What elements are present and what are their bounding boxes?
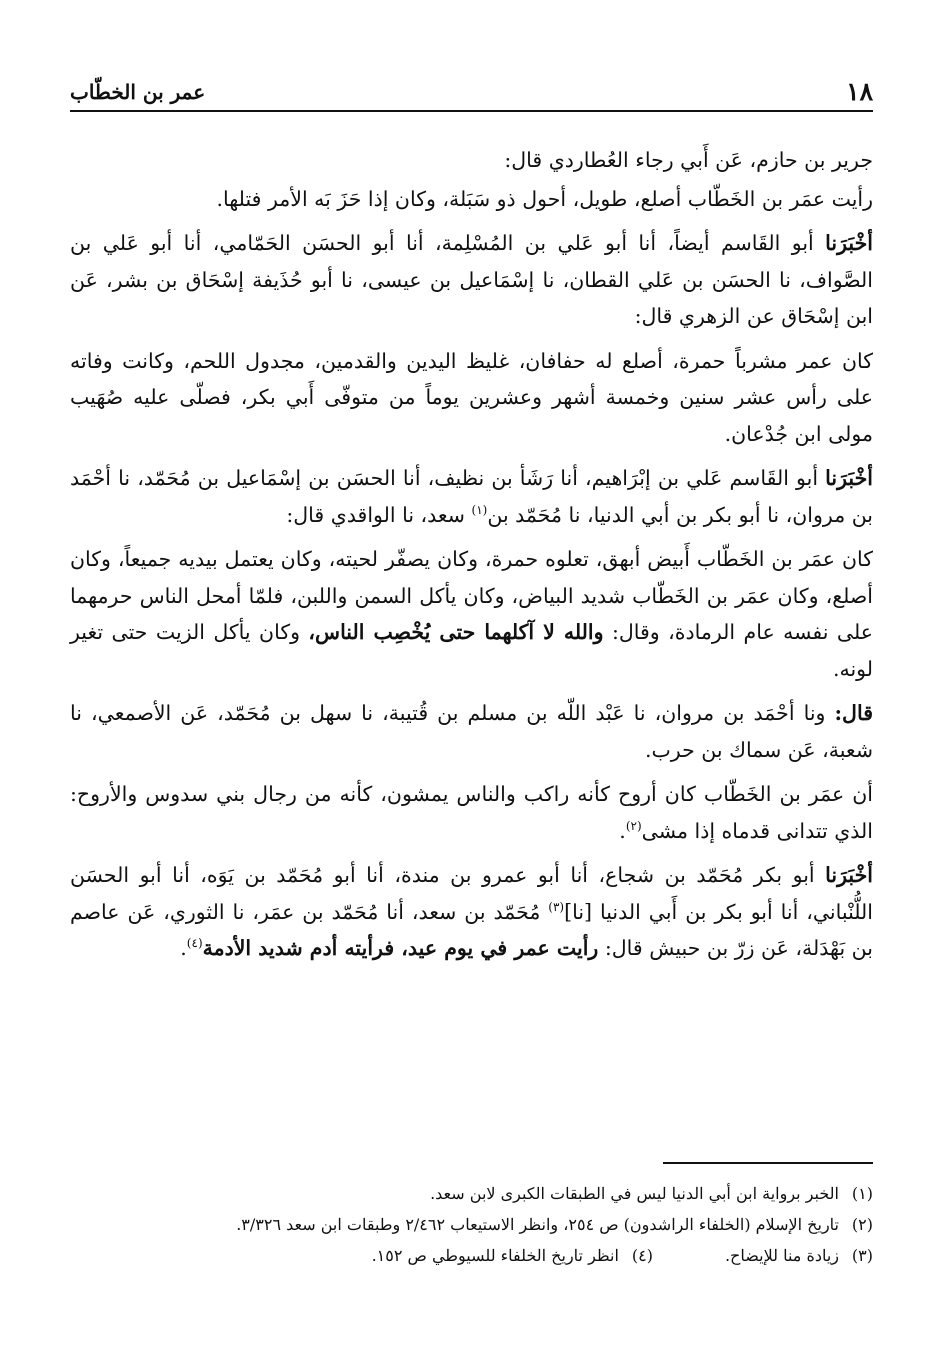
paragraph-6 <box>70 695 873 768</box>
footnote-ref-2[interactable]: (٢) <box>625 818 642 833</box>
isnad-lead: أخْبَرَنا <box>825 863 873 887</box>
paragraph-7 <box>70 776 873 849</box>
footnote-ref-3[interactable]: (٣) <box>548 899 565 914</box>
paragraph-5 <box>70 541 873 687</box>
paragraph-1-line <box>70 142 873 179</box>
paragraph-3-text: كان عمر مشرباً حمرة، أصلع له حفافان، غليظ اليدين والقدمين، مجدول اللحم، وكانت وفاته على رأس عشر سنين وخمسة أشهر وعشرين يوماً من متوفّى أَبي بكر، فصلّى عليه صُهَيب مولى ابن جُدْعان. <box>70 348 873 446</box>
isnad-lead: أخْبَرَنا <box>825 466 873 490</box>
main-text <box>70 142 873 975</box>
page-header <box>70 74 873 112</box>
paragraph-7-end: . <box>619 818 626 843</box>
paragraph-4 <box>70 460 873 533</box>
paragraph-8-text: أبو بكر مُحَمّد بن شجاع، أنا أبو عمرو بن مندة، أنا أبو مُحَمّد بن يَوَه، أنا أبو الحسَن اللُّنْباني، أنا أبو بكر بن أَبي الدنيا [نا] <box>70 863 873 924</box>
paragraph-4-text: أبو القَاسم عَلي بن إبْرَاهيم، أنا رَشَأ بن نظيف، أنا الحسَن بن إسْمَاعيل بن مُحَمّد، نا أحْمَد بن مروان، نا أبو بكر بن أبي الدنيا، نا مُحَمّد بن <box>70 466 873 527</box>
footnote-text: تاريخ الإسلام (الخلفاء الراشدون) ص ٢٥٤، وانظر الاستيعاب ٢/٤٦٢ وطبقات ابن سعد ٣/٣٢٦. <box>236 1215 839 1234</box>
footnote-number: (٤) <box>631 1246 653 1265</box>
paragraph-8 <box>70 857 873 967</box>
footnote-text: الخبر برواية ابن أبي الدنيا ليس في الطبقات الكبرى لابن سعد. <box>430 1184 839 1203</box>
footnote-number: (٣) <box>851 1246 873 1265</box>
footnote-row-3-4 <box>70 1240 873 1271</box>
paragraph-6-text: ونا أحْمَد بن مروان، نا عَبْد اللّه بن مسلم بن قُتيبة، نا سهل بن مُحَمّد، عَن الأصمعي، نا شعبة، عَن سماك بن حرب. <box>70 701 873 762</box>
paragraph-2 <box>70 225 873 335</box>
paragraph-8-end: . <box>180 936 187 960</box>
paragraph-7-text: أن عمَر بن الخَطّاب كان أروح كأنه راكب والناس يمشون، كأنه من رجال بني سدوس والأروح: الذي تتدانى قدماه إذا مشى <box>70 782 873 843</box>
isnad-lead: أخْبَرَنا <box>825 231 873 255</box>
paragraph-5-text: كان عمَر بن الخَطّاب أَبيض أبهق، تعلوه حمرة، وكان يصفّر لحيته، وكان يعتمل بيديه جميعاً، وكان أصلع، وكان عمَر بن الخَطّاب شديد البياض، وكان يأكل السمن واللبن، فلمّا أمحل الناس حرمهما على نفسه عام الرمادة، وقال: <box>70 547 873 644</box>
paragraph-2-text: أبو القَاسم أيضاً، أنا أبو عَلي بن المُسْلِمة، أنا أبو الحسَن الحَمّامي، أنا أبو عَلي بن الصَّواف، نا الحسَن بن عَلي القطان، نا إسْمَاعيل بن عيسى، نا أبو حُذَيفة إسْحَاق بن بشر، عَن ابن إسْحَاق عن الزهري قال: <box>70 231 873 328</box>
page-number: ١٨ <box>846 77 873 106</box>
paragraph-5-text-end: وكان يأكل الزيت حتى تغير لونه. <box>70 620 873 681</box>
footnotes <box>70 1178 873 1271</box>
footnote-number: (١) <box>851 1184 873 1203</box>
footnote-text: زيادة منا للإيضاح. <box>724 1246 839 1265</box>
qala-lead: قال: <box>834 701 873 725</box>
footnote-2 <box>70 1209 873 1240</box>
footnote-4 <box>372 1240 653 1271</box>
paragraph-1-quote-text: رأيت عمَر بن الخَطّاب أصلع، طويل، أحول ذو سَبَلة، وكان إذا حَزَ بَه الأمر فتلها. <box>216 186 873 211</box>
footnote-3 <box>725 1240 873 1271</box>
footnote-ref-4[interactable]: (٤) <box>186 936 203 951</box>
footnote-ref-1[interactable]: (١) <box>471 502 488 517</box>
paragraph-8-quote: رأيت عمر في يوم عيد، فرأيته أدم شديد الأدمة <box>202 936 599 960</box>
paragraph-1-quote <box>70 181 873 218</box>
footnote-1 <box>70 1178 873 1209</box>
paragraph-5-quote: والله لا آكلهما حتى يُخْصِب الناس، <box>308 620 604 644</box>
footnote-text: انظر تاريخ الخلفاء للسيوطي ص ١٥٢. <box>371 1246 619 1265</box>
paragraph-1-text: جرير بن حازم، عَن أَبي رجاء العُطاردي قال: <box>504 148 873 172</box>
footnote-number: (٢) <box>851 1215 873 1234</box>
footnotes-divider <box>663 1162 873 1164</box>
running-title: عمر بن الخطّاب <box>70 80 206 104</box>
paragraph-8-text-mid: مُحَمّد بن سعد، أنا مُحَمّد بن عمَر، نا الثوري، عَن عاصم بن بَهْدَلة، عَن زرّ بن حبيش قال: <box>70 899 873 960</box>
paragraph-4-text-end: سعد، نا الواقدي قال: <box>286 502 465 527</box>
paragraph-3 <box>70 343 873 453</box>
